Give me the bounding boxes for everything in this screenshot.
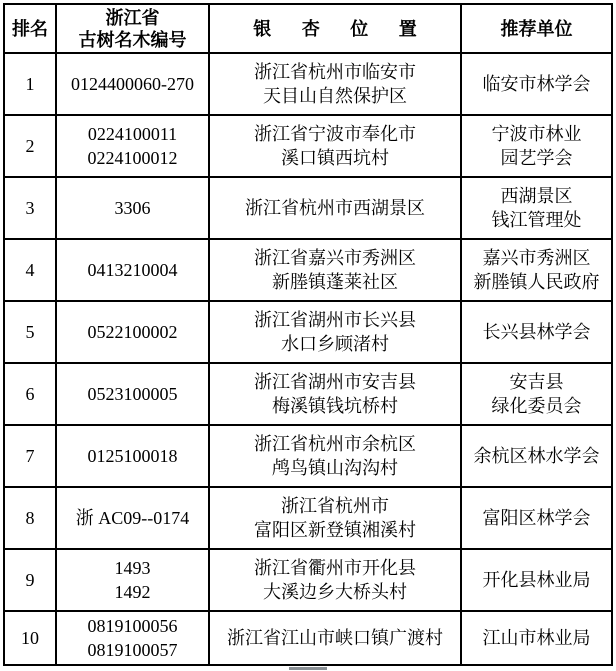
rank-cell: 2 — [4, 115, 56, 177]
table-row — [4, 177, 612, 239]
header-location: 银 杏 位 置 — [209, 4, 461, 53]
rank-cell: 5 — [4, 301, 56, 363]
tree-id-cell — [56, 425, 209, 487]
table-row — [4, 115, 612, 177]
tree-id-cell — [56, 301, 209, 363]
header-tree-id-line2: 古树名木编号 — [78, 29, 187, 50]
location-cell — [209, 487, 461, 549]
rank-cell: 7 — [4, 425, 56, 487]
location-cell — [209, 115, 461, 177]
table-row — [4, 239, 612, 301]
recommender-cell — [461, 177, 612, 239]
cell-line: 0523100005 — [87, 384, 178, 404]
header-tree-id-line1: 浙江省 — [105, 7, 160, 28]
cell-line: 浙江省湖州市安吉县 — [254, 372, 416, 392]
table-row — [4, 53, 612, 115]
cell-line: 天目山自然保护区 — [263, 86, 407, 106]
table-row — [4, 363, 612, 425]
recommender-cell — [461, 425, 612, 487]
table-row — [4, 301, 612, 363]
table-row — [4, 549, 612, 611]
cell-line: 0125100018 — [87, 446, 178, 466]
tree-id-cell — [56, 487, 209, 549]
tree-id-cell — [56, 115, 209, 177]
tree-id-cell — [56, 611, 209, 665]
cell-line: 浙 AC09--0174 — [75, 508, 190, 528]
header-recommender: 推荐单位 — [461, 4, 612, 53]
cell-line: 梅溪镇钱坑桥村 — [272, 396, 398, 416]
cell-line: 绿化委员会 — [491, 396, 582, 416]
cell-line: 安吉县 — [509, 372, 564, 392]
cell-line: 3306 — [114, 198, 151, 218]
tree-id-cell — [56, 549, 209, 611]
table-header-row — [4, 4, 612, 53]
cell-line: 浙江省杭州市西湖景区 — [245, 198, 425, 218]
cell-line: 0819100056 — [87, 616, 178, 636]
rank-cell: 6 — [4, 363, 56, 425]
table-row — [4, 425, 612, 487]
recommender-cell — [461, 363, 612, 425]
cell-line: 1493 — [114, 558, 151, 578]
header-tree-id — [56, 4, 209, 53]
cell-line: 嘉兴市秀洲区 — [482, 248, 591, 268]
cell-line: 西湖景区 — [500, 186, 573, 206]
rank-cell: 10 — [4, 611, 56, 665]
location-cell — [209, 301, 461, 363]
tree-id-cell — [56, 363, 209, 425]
tree-id-cell — [56, 177, 209, 239]
cell-line: 大溪边乡大桥头村 — [263, 582, 407, 602]
cell-line: 江山市林业局 — [482, 628, 591, 648]
location-cell — [209, 177, 461, 239]
cell-line: 富阳区林学会 — [482, 508, 591, 528]
cell-line: 0819100057 — [87, 640, 178, 660]
cell-line: 0413210004 — [87, 260, 178, 280]
location-cell — [209, 611, 461, 665]
bottom-partial-bar — [289, 667, 327, 670]
cell-line: 浙江省杭州市 — [281, 496, 389, 516]
cell-line: 钱江管理处 — [491, 210, 582, 230]
cell-line: 宁波市林业 — [491, 124, 582, 144]
cell-line: 浙江省宁波市奉化市 — [254, 124, 416, 144]
cell-line: 浙江省嘉兴市秀洲区 — [254, 248, 416, 268]
table-row — [4, 487, 612, 549]
cell-line: 0124400060-270 — [71, 74, 194, 94]
recommender-cell — [461, 115, 612, 177]
cell-line: 浙江省衢州市开化县 — [254, 558, 416, 578]
cell-line: 1492 — [114, 582, 151, 602]
rank-cell: 1 — [4, 53, 56, 115]
tree-id-cell — [56, 239, 209, 301]
recommender-cell — [461, 549, 612, 611]
cell-line: 0224100011 — [87, 124, 178, 144]
recommender-cell — [461, 301, 612, 363]
location-cell — [209, 425, 461, 487]
recommender-cell — [461, 487, 612, 549]
header-rank: 排名 — [4, 4, 56, 53]
cell-line: 富阳区新登镇湘溪村 — [254, 520, 416, 540]
ginkgo-tree-table — [3, 3, 613, 666]
cell-line: 余杭区林水学会 — [473, 446, 600, 466]
rank-cell: 3 — [4, 177, 56, 239]
cell-line: 长兴县林学会 — [482, 322, 591, 342]
rank-cell: 4 — [4, 239, 56, 301]
cell-line: 鸬鸟镇山沟沟村 — [272, 458, 398, 478]
cell-line: 0522100002 — [87, 322, 178, 342]
recommender-cell — [461, 611, 612, 665]
cell-line: 溪口镇西坑村 — [281, 148, 389, 168]
location-cell — [209, 239, 461, 301]
location-cell — [209, 363, 461, 425]
recommender-cell — [461, 53, 612, 115]
rank-cell: 9 — [4, 549, 56, 611]
cell-line: 浙江省杭州市临安市 — [254, 62, 416, 82]
recommender-cell — [461, 239, 612, 301]
rank-cell: 8 — [4, 487, 56, 549]
cell-line: 浙江省江山市峡口镇广渡村 — [227, 628, 443, 648]
cell-line: 临安市林学会 — [482, 74, 591, 94]
cell-line: 浙江省湖州市长兴县 — [254, 310, 416, 330]
table-row — [4, 611, 612, 665]
cell-line: 开化县林业局 — [482, 570, 591, 590]
cell-line: 浙江省杭州市余杭区 — [254, 434, 416, 454]
cell-line: 新塍镇蓬莱社区 — [272, 272, 398, 292]
cell-line: 水口乡顾渚村 — [281, 334, 389, 354]
cell-line: 0224100012 — [87, 148, 178, 168]
cell-line: 新塍镇人民政府 — [473, 272, 600, 292]
cell-line: 园艺学会 — [500, 148, 573, 168]
location-cell — [209, 53, 461, 115]
tree-id-cell — [56, 53, 209, 115]
location-cell — [209, 549, 461, 611]
